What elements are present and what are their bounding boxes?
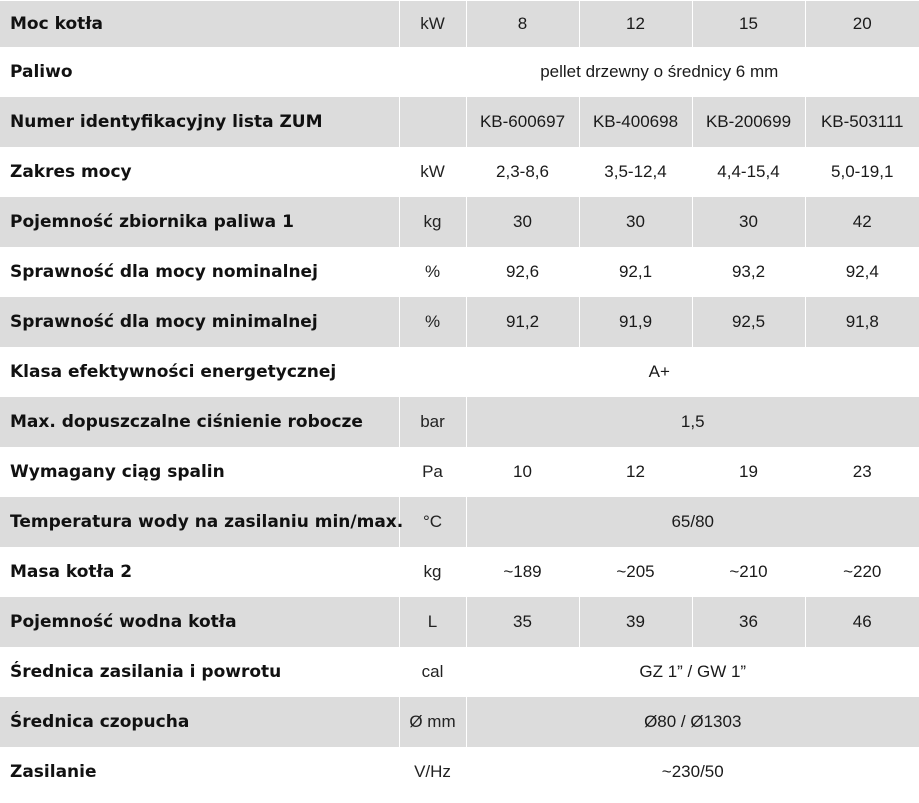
cell-value: 42 bbox=[805, 197, 919, 247]
cell-merged-value: 65/80 bbox=[466, 497, 919, 547]
row-label: Pojemność zbiornika paliwa 1 bbox=[0, 197, 399, 247]
cell-value: 91,8 bbox=[805, 297, 919, 347]
table-row bbox=[0, 97, 919, 147]
cell-value: KB-200699 bbox=[692, 97, 805, 147]
cell-value: 3,5-12,4 bbox=[579, 147, 692, 197]
row-unit: % bbox=[399, 247, 466, 297]
table-row bbox=[0, 597, 919, 647]
cell-value: 2,3-8,6 bbox=[466, 147, 579, 197]
cell-value: 92,1 bbox=[579, 247, 692, 297]
cell-value: 30 bbox=[692, 197, 805, 247]
cell-value: 91,9 bbox=[579, 297, 692, 347]
cell-value: 92,5 bbox=[692, 297, 805, 347]
row-label: Średnica zasilania i powrotu bbox=[0, 647, 399, 697]
row-unit: L bbox=[399, 597, 466, 647]
cell-value: 93,2 bbox=[692, 247, 805, 297]
row-unit: Pa bbox=[399, 447, 466, 497]
row-unit: V/Hz bbox=[399, 747, 466, 797]
table-row bbox=[0, 247, 919, 297]
cell-merged-value: A+ bbox=[399, 347, 919, 397]
table-row bbox=[0, 397, 919, 447]
row-label: Zasilanie bbox=[0, 747, 399, 797]
cell-merged-value: GZ 1” / GW 1” bbox=[466, 647, 919, 697]
table-row bbox=[0, 447, 919, 497]
row-unit bbox=[399, 97, 466, 147]
row-unit: kg bbox=[399, 197, 466, 247]
row-label: Pojemność wodna kotła bbox=[0, 597, 399, 647]
table-row bbox=[0, 347, 919, 397]
row-label: Max. dopuszczalne ciśnienie robocze bbox=[0, 397, 399, 447]
row-label: Zakres mocy bbox=[0, 147, 399, 197]
cell-value: 46 bbox=[805, 597, 919, 647]
row-unit: °C bbox=[399, 497, 466, 547]
cell-value: 8 bbox=[466, 1, 579, 47]
cell-value: 92,4 bbox=[805, 247, 919, 297]
row-label: Paliwo bbox=[0, 47, 399, 97]
boiler-spec-table bbox=[0, 1, 919, 797]
cell-merged-value: Ø80 / Ø1303 bbox=[466, 697, 919, 747]
cell-value: KB-400698 bbox=[579, 97, 692, 147]
table-row bbox=[0, 297, 919, 347]
cell-value: 5,0-19,1 bbox=[805, 147, 919, 197]
cell-value: 35 bbox=[466, 597, 579, 647]
row-label: Wymagany ciąg spalin bbox=[0, 447, 399, 497]
cell-value: 12 bbox=[579, 447, 692, 497]
row-unit: kW bbox=[399, 147, 466, 197]
table-row bbox=[0, 647, 919, 697]
row-label: Masa kotła 2 bbox=[0, 547, 399, 597]
cell-merged-value: pellet drzewny o średnicy 6 mm bbox=[399, 47, 919, 97]
cell-merged-value: ~230/50 bbox=[466, 747, 919, 797]
cell-value: 30 bbox=[579, 197, 692, 247]
row-unit: cal bbox=[399, 647, 466, 697]
row-label: Moc kotła bbox=[0, 1, 399, 47]
cell-value: 23 bbox=[805, 447, 919, 497]
row-unit: kg bbox=[399, 547, 466, 597]
cell-value: 15 bbox=[692, 1, 805, 47]
cell-value: 39 bbox=[579, 597, 692, 647]
cell-value: 19 bbox=[692, 447, 805, 497]
cell-value: 20 bbox=[805, 1, 919, 47]
table-row bbox=[0, 197, 919, 247]
cell-value: 30 bbox=[466, 197, 579, 247]
table-row bbox=[0, 147, 919, 197]
row-label: Sprawność dla mocy nominalnej bbox=[0, 247, 399, 297]
table-row bbox=[0, 47, 919, 97]
row-label: Sprawność dla mocy minimalnej bbox=[0, 297, 399, 347]
cell-value: 36 bbox=[692, 597, 805, 647]
cell-value: KB-600697 bbox=[466, 97, 579, 147]
row-label: Średnica czopucha bbox=[0, 697, 399, 747]
cell-value: ~205 bbox=[579, 547, 692, 597]
row-unit: Ø mm bbox=[399, 697, 466, 747]
table-row bbox=[0, 547, 919, 597]
row-label: Numer identyfikacyjny lista ZUM bbox=[0, 97, 399, 147]
cell-value: 12 bbox=[579, 1, 692, 47]
cell-value: 91,2 bbox=[466, 297, 579, 347]
row-label: Klasa efektywności energetycznej bbox=[0, 347, 399, 397]
cell-value: ~189 bbox=[466, 547, 579, 597]
cell-value: 92,6 bbox=[466, 247, 579, 297]
cell-value: ~220 bbox=[805, 547, 919, 597]
table-row bbox=[0, 1, 919, 47]
cell-value: 4,4-15,4 bbox=[692, 147, 805, 197]
cell-value: ~210 bbox=[692, 547, 805, 597]
row-unit: % bbox=[399, 297, 466, 347]
cell-value: KB-503111 bbox=[805, 97, 919, 147]
table-row bbox=[0, 497, 919, 547]
row-unit: kW bbox=[399, 1, 466, 47]
table-row bbox=[0, 697, 919, 747]
row-unit: bar bbox=[399, 397, 466, 447]
row-label: Temperatura wody na zasilaniu min/max. bbox=[0, 497, 399, 547]
cell-value: 10 bbox=[466, 447, 579, 497]
cell-merged-value: 1,5 bbox=[466, 397, 919, 447]
table-row bbox=[0, 747, 919, 797]
